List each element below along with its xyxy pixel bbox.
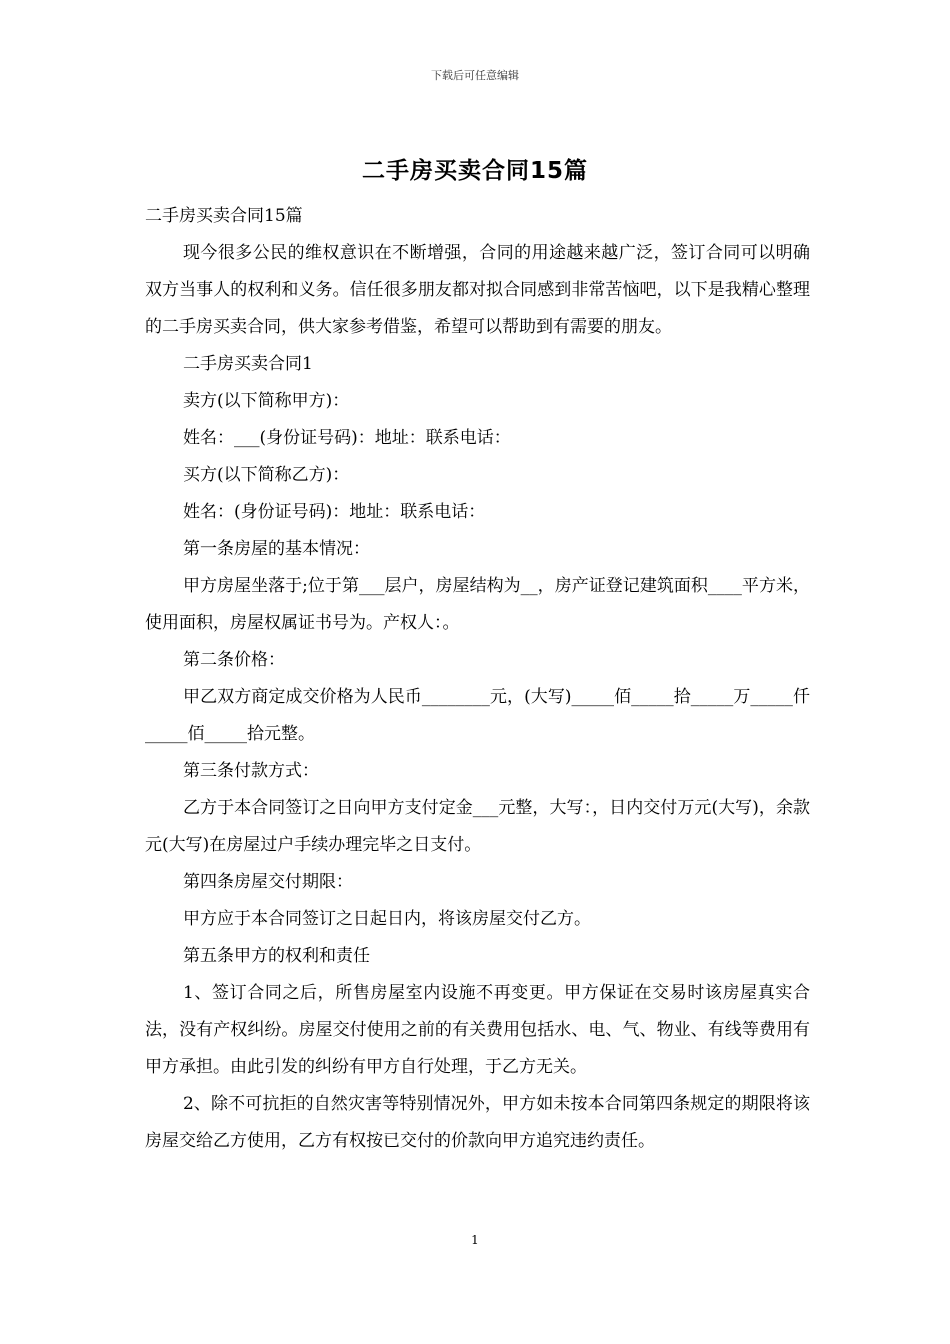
article-4-heading: 第四条房屋交付期限： [183, 872, 353, 892]
buyer-info: 姓名：(身份证号码)：地址：联系电话： [183, 502, 486, 522]
page-number: 1 [471, 1233, 479, 1247]
article-2-heading: 第二条价格： [183, 650, 285, 670]
contract-heading: 二手房买卖合同1 [183, 354, 313, 374]
article-1-body: 甲方房屋坐落于;位于第___层户，房屋结构为__，房产证登记建筑面积____平方米，使用面积，房屋权属证书号为。产权人：。 [145, 576, 810, 633]
article-5-heading: 第五条甲方的权利和责任 [183, 946, 370, 966]
article-5-item-2: 2、除不可抗拒的自然灾害等特别情况外，甲方如未按本合同第四条规定的期限将该房屋交给乙方使用，乙方有权按已交付的价款向甲方追究违约责任。 [145, 1094, 810, 1151]
intro-paragraph: 现今很多公民的维权意识在不断增强，合同的用途越来越广泛，签订合同可以明确双方当事人的权利和义务。信任很多朋友都对拟合同感到非常苦恼吧，以下是我精心整理的二手房买卖合同，供大家参考借鉴，希望可以帮助到有需要的朋友。 [145, 243, 810, 337]
article-5-item-1: 1、签订合同之后，所售房屋室内设施不再变更。甲方保证在交易时该房屋真实合法，没有产权纠纷。房屋交付使用之前的有关费用包括水、电、气、物业、有线等费用有甲方承担。由此引发的纠纷有甲方自行处理，于乙方无关。 [145, 983, 810, 1077]
article-3-body: 乙方于本合同签订之日向甲方支付定金___元整，大写：，日内交付万元(大写)，余款元(大写)在房屋过户手续办理完毕之日支付。 [145, 798, 810, 855]
article-4-body: 甲方应于本合同签订之日起日内，将该房屋交付乙方。 [183, 909, 591, 929]
seller-heading: 卖方(以下简称甲方)： [183, 391, 350, 411]
page-header-note: 下载后可任意编辑 [431, 69, 519, 82]
article-2-body: 甲乙双方商定成交价格为人民币________元，(大写)_____佰_____拾_____万_____仟_____佰_____拾元整。 [145, 687, 810, 744]
seller-info: 姓名：___(身份证号码)：地址：联系电话： [183, 428, 511, 448]
article-1-heading: 第一条房屋的基本情况： [183, 539, 370, 559]
subtitle-paragraph: 二手房买卖合同15篇 [145, 206, 303, 226]
document-body [145, 198, 810, 1160]
document-title: 二手房买卖合同15篇 [361, 158, 588, 184]
buyer-heading: 买方(以下简称乙方)： [183, 465, 350, 485]
article-3-heading: 第三条付款方式： [183, 761, 319, 781]
